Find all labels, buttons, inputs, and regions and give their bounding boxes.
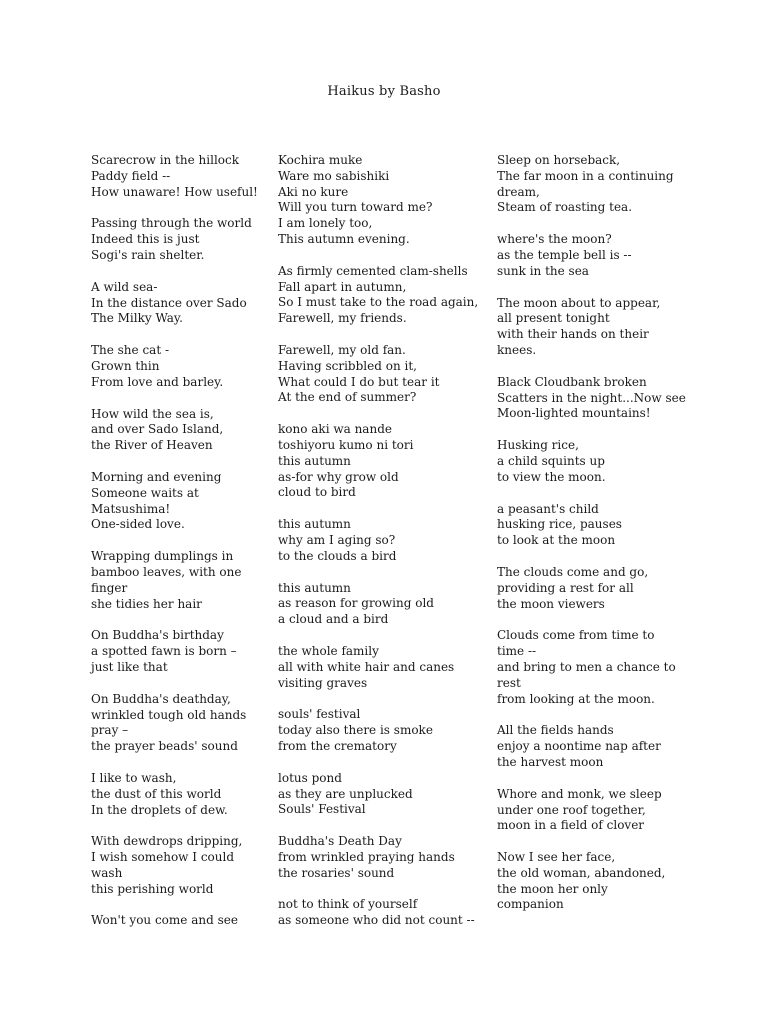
haiku-stanza — [91, 280, 266, 327]
haiku-line: today also there is smoke — [278, 723, 433, 738]
haiku-line: A wild sea- — [91, 279, 158, 294]
haiku-line: the old woman, abandoned, — [497, 865, 666, 880]
haiku-stanza — [278, 644, 488, 691]
haiku-line: a cloud and a bird — [278, 612, 389, 627]
haiku-line: this autumn — [278, 453, 351, 468]
haiku-line: Buddha's Death Day — [278, 834, 402, 849]
haiku-line: Aki no kure — [278, 184, 349, 199]
haiku-line: The far moon in a continuing — [497, 168, 674, 183]
haiku-line: a spotted fawn is born – — [91, 644, 237, 659]
haiku-line: the moon her only — [497, 881, 608, 896]
haiku-line: this autumn — [278, 517, 351, 532]
haiku-stanza — [91, 470, 266, 533]
haiku-line: The Milky Way. — [91, 311, 183, 326]
haiku-line: not to think of yourself — [278, 897, 418, 912]
haiku-stanza — [91, 216, 266, 263]
haiku-line: Sogi's rain shelter. — [91, 247, 205, 262]
haiku-line: Souls' Festival — [278, 802, 366, 817]
haiku-line: Paddy field -- — [91, 168, 171, 183]
haiku-line: bamboo leaves, with one — [91, 564, 242, 579]
haiku-line: just like that — [91, 659, 168, 674]
haiku-line: The moon about to appear, — [497, 295, 661, 310]
haiku-line: under one roof together, — [497, 802, 646, 817]
haiku-stanza — [278, 517, 488, 564]
haiku-line: enjoy a noontime nap after — [497, 739, 661, 754]
haiku-line: Kochira muke — [278, 153, 363, 167]
haiku-line: How wild the sea is, — [91, 406, 214, 421]
haiku-line: to view the moon. — [497, 469, 606, 484]
haiku-line: At the end of summer? — [278, 390, 417, 405]
haiku-line: lotus pond — [278, 770, 342, 785]
haiku-line: Someone waits at — [91, 485, 199, 500]
haiku-line: I wish somehow I could — [91, 850, 235, 865]
haiku-line: a child squints up — [497, 453, 605, 468]
haiku-line: sunk in the sea — [497, 263, 589, 278]
haiku-stanza — [278, 422, 488, 501]
haiku-line: as-for why grow old — [278, 469, 399, 484]
haiku-line: Steam of roasting tea. — [497, 200, 633, 215]
haiku-line: Black Cloudbank broken — [497, 374, 647, 389]
haiku-line: a peasant's child — [497, 501, 599, 516]
haiku-line: Grown thin — [91, 358, 160, 373]
haiku-line: Scatters in the night...Now see — [497, 390, 686, 405]
haiku-line: Farewell, my friends. — [278, 311, 407, 326]
poem-column-1 — [91, 153, 266, 945]
poem-column-2 — [278, 153, 488, 945]
haiku-line: One-sided love. — [91, 517, 185, 532]
haiku-stanza — [278, 771, 488, 818]
haiku-line: all present tonight — [497, 311, 610, 326]
haiku-line: Husking rice, — [497, 438, 579, 453]
haiku-line: she tidies her hair — [91, 596, 202, 611]
haiku-line: Won't you come and see — [91, 913, 238, 928]
haiku-line: On Buddha's birthday — [91, 628, 224, 643]
haiku-line: toshiyoru kumo ni tori — [278, 437, 414, 452]
haiku-line: where's the moon? — [497, 232, 612, 247]
haiku-line: How unaware! How useful! — [91, 184, 258, 199]
haiku-line: With dewdrops dripping, — [91, 834, 243, 849]
haiku-line: So I must take to the road again, — [278, 295, 479, 310]
haiku-line: kono aki wa nande — [278, 422, 392, 437]
haiku-line: husking rice, pauses — [497, 517, 622, 532]
haiku-line: this autumn — [278, 580, 351, 595]
haiku-stanza — [91, 153, 266, 200]
haiku-line: wrinkled tough old hands — [91, 707, 247, 722]
haiku-stanza — [278, 707, 488, 754]
haiku-line: The clouds come and go, — [497, 564, 649, 579]
haiku-line: visiting graves — [278, 675, 368, 690]
haiku-line: All the fields hands — [497, 723, 614, 738]
haiku-line: Moon-lighted mountains! — [497, 406, 651, 421]
haiku-line: Clouds come from time to — [497, 628, 655, 643]
haiku-line: providing a rest for all — [497, 580, 634, 595]
haiku-line: I like to wash, — [91, 770, 177, 785]
haiku-stanza — [497, 375, 687, 422]
haiku-stanza — [497, 565, 687, 612]
haiku-line: the rosaries' sound — [278, 865, 395, 880]
haiku-stanza — [91, 549, 266, 612]
haiku-line: all with white hair and canes — [278, 659, 455, 674]
haiku-line: Ware mo sabishiki — [278, 168, 390, 183]
haiku-stanza — [91, 771, 266, 818]
haiku-line: Fall apart in autumn, — [278, 279, 407, 294]
haiku-line: Morning and evening — [91, 469, 222, 484]
haiku-stanza — [497, 153, 687, 216]
haiku-line: cloud to bird — [278, 485, 356, 500]
haiku-line: In the droplets of dew. — [91, 802, 228, 817]
haiku-stanza — [497, 296, 687, 359]
haiku-line: to look at the moon — [497, 533, 616, 548]
haiku-line: as they are unplucked — [278, 786, 413, 801]
haiku-line: and bring to men a chance to — [497, 659, 676, 674]
haiku-stanza — [497, 438, 687, 485]
haiku-stanza — [497, 723, 687, 770]
haiku-line: Whore and monk, we sleep — [497, 786, 662, 801]
haiku-line: the dust of this world — [91, 786, 222, 801]
haiku-line: This autumn evening. — [278, 231, 410, 246]
haiku-line: rest — [497, 675, 521, 690]
haiku-stanza — [91, 343, 266, 390]
haiku-line: Wrapping dumplings in — [91, 549, 234, 564]
haiku-stanza — [91, 834, 266, 897]
haiku-line: and over Sado Island, — [91, 422, 224, 437]
haiku-line: as reason for growing old — [278, 596, 434, 611]
haiku-line: wash — [91, 865, 123, 880]
haiku-line: from the crematory — [278, 738, 397, 753]
haiku-line: Sleep on horseback, — [497, 153, 621, 167]
haiku-line: souls' festival — [278, 707, 361, 722]
haiku-line: On Buddha's deathday, — [91, 691, 231, 706]
haiku-line: from wrinkled praying hands — [278, 849, 455, 864]
haiku-line: the moon viewers — [497, 596, 605, 611]
haiku-line: the harvest moon — [497, 754, 604, 769]
haiku-line: What could I do but tear it — [278, 374, 440, 389]
haiku-line: Will you turn toward me? — [278, 200, 433, 215]
haiku-line: Having scribbled on it, — [278, 358, 417, 373]
haiku-line: the whole family — [278, 643, 379, 658]
haiku-stanza — [278, 153, 488, 248]
haiku-line: Now I see her face, — [497, 850, 616, 865]
haiku-line: As firmly cemented clam-shells — [278, 263, 468, 278]
haiku-line: Matsushima! — [91, 501, 171, 516]
haiku-line: the prayer beads' sound — [91, 739, 238, 754]
page-title: Haikus by Basho — [327, 84, 441, 99]
haiku-stanza — [91, 407, 266, 454]
haiku-line: pray – — [91, 723, 129, 738]
haiku-line: why am I aging so? — [278, 532, 396, 547]
haiku-stanza — [91, 628, 266, 675]
haiku-stanza — [278, 264, 488, 327]
haiku-line: Farewell, my old fan. — [278, 342, 406, 357]
haiku-stanza — [497, 850, 687, 913]
haiku-stanza — [278, 581, 488, 628]
haiku-stanza — [278, 834, 488, 881]
haiku-line: as someone who did not count -- — [278, 913, 475, 928]
haiku-stanza — [91, 913, 266, 929]
haiku-line: Scarecrow in the hillock — [91, 153, 240, 167]
haiku-line: with their hands on their — [497, 327, 649, 342]
haiku-line: moon in a field of clover — [497, 818, 645, 833]
haiku-line: The she cat - — [91, 343, 170, 358]
haiku-line: finger — [91, 580, 128, 595]
haiku-line: In the distance over Sado — [91, 295, 247, 310]
haiku-line: dream, — [497, 184, 540, 199]
haiku-line: to the clouds a bird — [278, 548, 397, 563]
haiku-stanza — [278, 897, 488, 929]
haiku-line: knees. — [497, 342, 537, 357]
haiku-line: Indeed this is just — [91, 232, 200, 247]
haiku-stanza — [278, 343, 488, 406]
haiku-line: I am lonely too, — [278, 216, 373, 231]
haiku-line: from looking at the moon. — [497, 691, 655, 706]
haiku-stanza — [497, 628, 687, 707]
haiku-line: the River of Heaven — [91, 438, 213, 453]
haiku-stanza — [497, 787, 687, 834]
haiku-line: Passing through the world — [91, 216, 252, 231]
haiku-line: companion — [497, 897, 564, 912]
haiku-line: time -- — [497, 644, 537, 659]
haiku-line: as the temple bell is -- — [497, 247, 632, 262]
haiku-stanza — [91, 692, 266, 755]
haiku-stanza — [497, 232, 687, 279]
haiku-line: From love and barley. — [91, 374, 224, 389]
poem-column-3 — [497, 153, 687, 929]
haiku-stanza — [497, 502, 687, 549]
haiku-line: this perishing world — [91, 881, 214, 896]
